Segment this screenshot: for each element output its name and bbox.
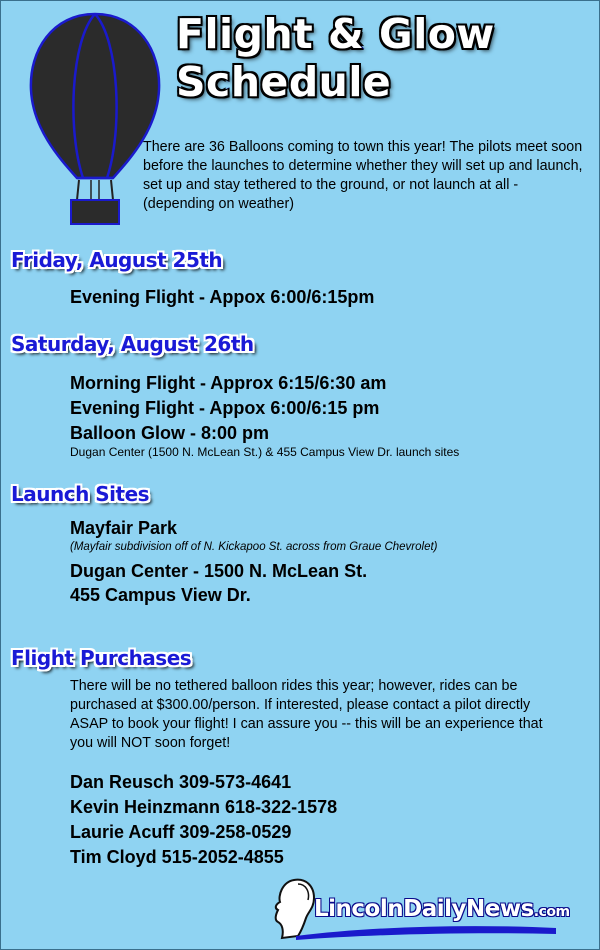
saturday-glow-note: Dugan Center (1500 N. McLean St.) & 455 Campus View Dr. launch sites — [70, 445, 460, 459]
contact-kevin-heinzmann: Kevin Heinzmann 618-322-1578 — [70, 797, 338, 817]
logo-swoosh — [296, 924, 556, 940]
launch-site-campus-view: 455 Campus View Dr. — [70, 585, 251, 605]
launch-site-dugan: Dugan Center - 1500 N. McLean St. — [70, 561, 368, 581]
launch-sites-heading: Launch Sites — [11, 482, 150, 506]
friday-heading: Friday, August 25th — [11, 248, 223, 272]
page-title — [176, 10, 495, 106]
lincoln-daily-news-logo — [262, 876, 592, 940]
launch-site-mayfair-note: (Mayfair subdivision off of N. Kickapoo St. across from Graue Chevrolet) — [70, 541, 438, 553]
launch-site-mayfair: Mayfair Park — [70, 518, 178, 538]
flight-purchases-heading: Flight Purchases — [11, 646, 192, 670]
saturday-heading: Saturday, August 26th — [11, 332, 254, 356]
friday-evening-flight: Evening Flight - Appox 6:00/6:15pm — [70, 287, 375, 307]
contact-tim-cloyd: Tim Cloyd 515-2052-4855 — [70, 847, 284, 867]
logo-wordmark: LincolnDailyNews — [314, 896, 534, 922]
title-line-1: Flight & Glow — [176, 10, 495, 58]
saturday-morning-flight: Morning Flight - Approx 6:15/6:30 am — [70, 373, 387, 393]
contact-laurie-acuff: Laurie Acuff 309-258-0529 — [70, 822, 292, 842]
intro-paragraph: There are 36 Balloons coming to town this year! The pilots meet soon before the launches to determine whether they will set up and launch, set up and stay tethered to the ground, or not launch at all - (depending on weather) — [143, 139, 583, 212]
logo-dotcom: .com — [533, 904, 570, 920]
logo-text — [314, 896, 570, 922]
saturday-evening-flight: Evening Flight - Appox 6:00/6:15 pm — [70, 398, 380, 418]
saturday-balloon-glow: Balloon Glow - 8:00 pm — [70, 423, 270, 443]
title-line-2: Schedule — [176, 58, 392, 106]
purchases-paragraph: There will be no tethered balloon rides this year; however, rides can be purchased at $300.00/person. If interested, please contact a pilot directly ASAP to book your flight! I can assure you -- this will be an experience that you will NOT soon forget! — [70, 678, 543, 751]
contact-dan-reusch: Dan Reusch 309-573-4641 — [70, 772, 292, 792]
